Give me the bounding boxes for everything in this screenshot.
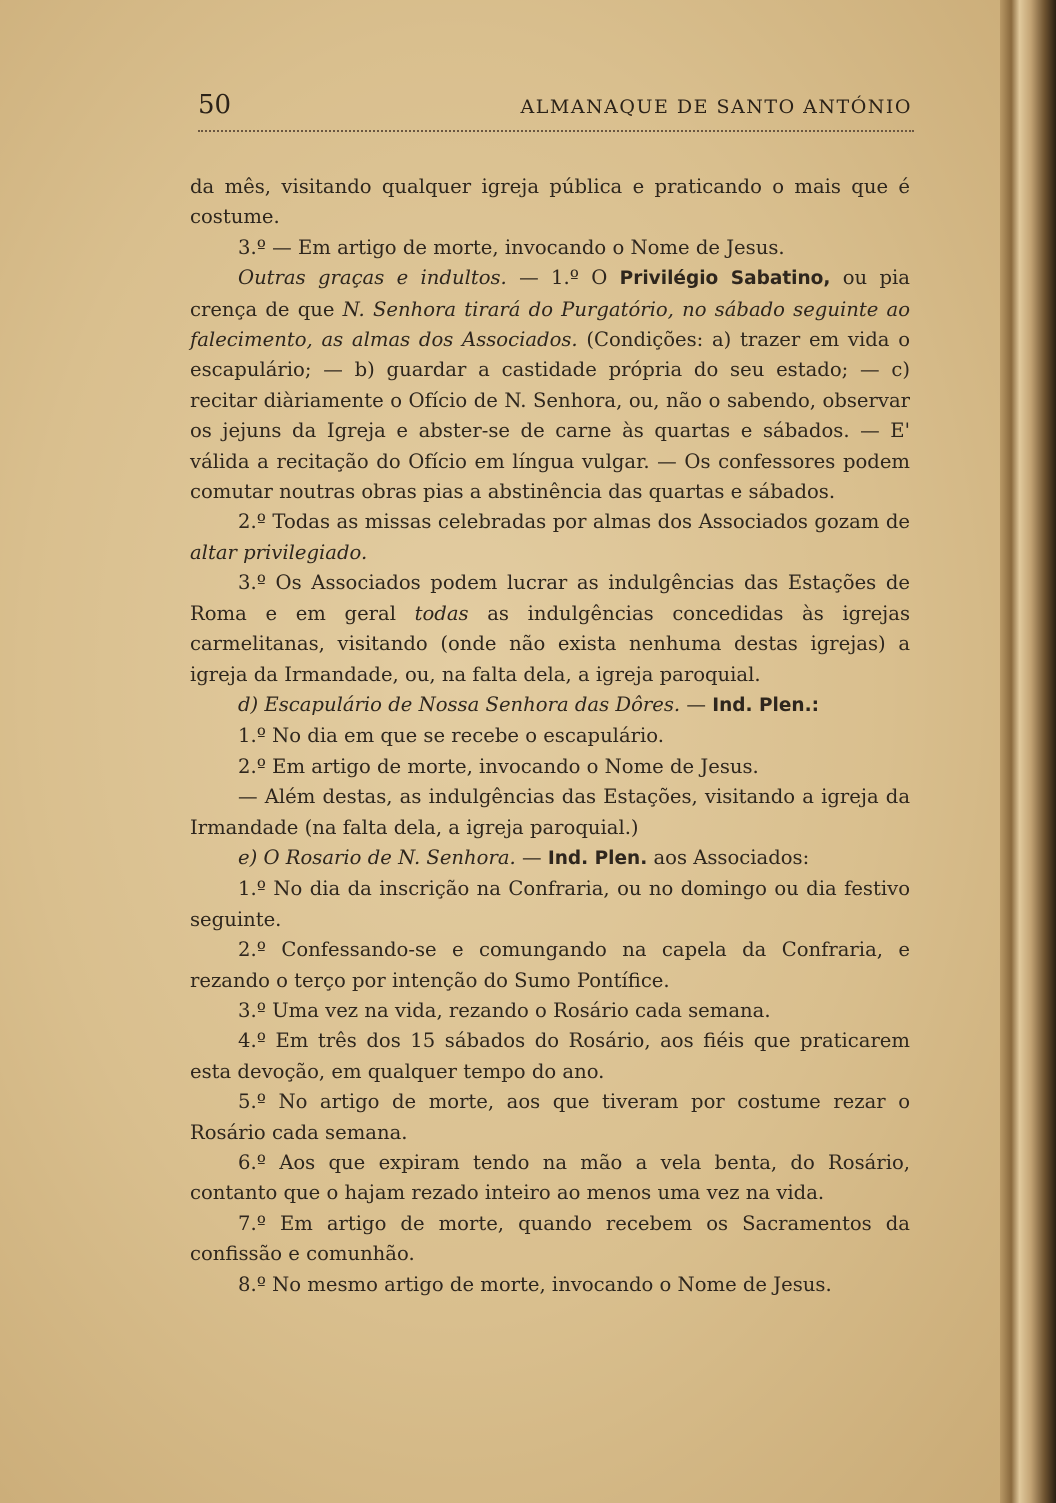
text-run: ou pia crença de que [190,266,910,321]
text-run: — [515,845,548,869]
list-item: 8.º No mesmo artigo de morte, invocando o Nome de Jesus. [238,1272,832,1296]
bold-term: Ind. Plen. [547,847,648,869]
list-item: 4.º Em três dos 15 sábados do Rosário, aos fiéis que praticarem esta devoção, em qualquer tempo do ano. [190,1029,910,1083]
text-run: (Condições: a) trazer em vida o escapulário; — b) guardar a castidade própria do seu estado; — c) recitar diàriamente o Ofício de N. Senhora, ou, não o sabendo, observar os jejuns da Igreja e abster-se de carne às quartas e sábados. — E' válida a recitação do Ofício em língua vulgar. — Os confessores podem comutar noutras obras pias a abstinência das quartas e sábados. [190,328,910,504]
list-item: 1.º No dia em que se recebe o escapulário. [238,724,664,748]
page-edge [1000,0,1056,1503]
text-run: 2.º Todas as missas celebradas por almas dos Associados gozam de [238,510,910,534]
text-run: aos Associados: [647,845,810,869]
paragraph [190,568,910,690]
section-heading-d [190,690,910,721]
list-item: 6.º Aos que expiram tendo na mão a vela benta, do Rosário, contanto que o hajam rezado inteiro ao menos uma vez na vida. [190,1151,910,1205]
running-title: ALMANAQUE DE SANTO ANTÓNIO [520,96,912,118]
paragraph-sabbatine-privilege [190,263,910,507]
list-item: 3.º Uma vez na vida, rezando o Rosário cada semana. [238,998,771,1022]
text-run: as indulgências concedidas às igrejas carmelitanas, visitando (onde não exista nenhuma destas igrejas) a igreja da Irmandade, ou, na falta dela, a igreja paroquial. [190,601,910,686]
page-header [198,90,914,132]
bold-term: Ind. Plen.: [712,694,819,716]
text-run: — 1.º O [506,266,620,290]
list-item: 1.º No dia da inscrição na Confraria, ou no domingo ou dia festivo seguinte. [190,877,910,931]
list-item: 7.º Em artigo de morte, quando recebem os Sacramentos da confissão e comunhão. [190,1211,910,1266]
italic-text: todas [414,601,469,625]
section-heading-e [190,843,910,874]
page-number: 50 [198,90,232,120]
paragraph [190,507,910,568]
list-item: 2.º Em artigo de morte, invocando o Nome de Jesus. [238,754,759,778]
list-item: 2.º Confessando-se e comungando na capela da Confraria, e rezando o terço por intenção do Sumo Pontífice. [190,938,910,992]
italic-text: N. Senhora tirará do Purgatório, no sábado seguinte ao falecimento, as almas dos Associados. [190,297,910,352]
italic-text: altar privilegiado. [190,540,368,564]
paragraph: da mês, visitando qualquer igreja pública e praticando o mais que é costume. [190,175,910,229]
italic-text: d) Escapulário de Nossa Senhora das Dôres. [238,692,681,716]
text-run: 3.º Os Associados podem lucrar as indulgências das Estações de Roma e em geral [190,571,910,625]
text-run: — [680,692,713,716]
page-body [190,172,910,1300]
bold-term: Privilégio Sabatino, [619,268,831,290]
paragraph: — Além destas, as indulgências das Estações, visitando a igreja da Irmandade (na falta dela, a igreja paroquial.) [190,785,910,839]
list-item: 5.º No artigo de morte, aos que tiveram por costume rezar o Rosário cada semana. [190,1090,910,1144]
paragraph: 3.º — Em artigo de morte, invocando o Nome de Jesus. [238,235,785,259]
italic-text: e) O Rosario de N. Senhora. [238,845,516,869]
italic-text: Outras graças e indultos. [238,266,507,290]
